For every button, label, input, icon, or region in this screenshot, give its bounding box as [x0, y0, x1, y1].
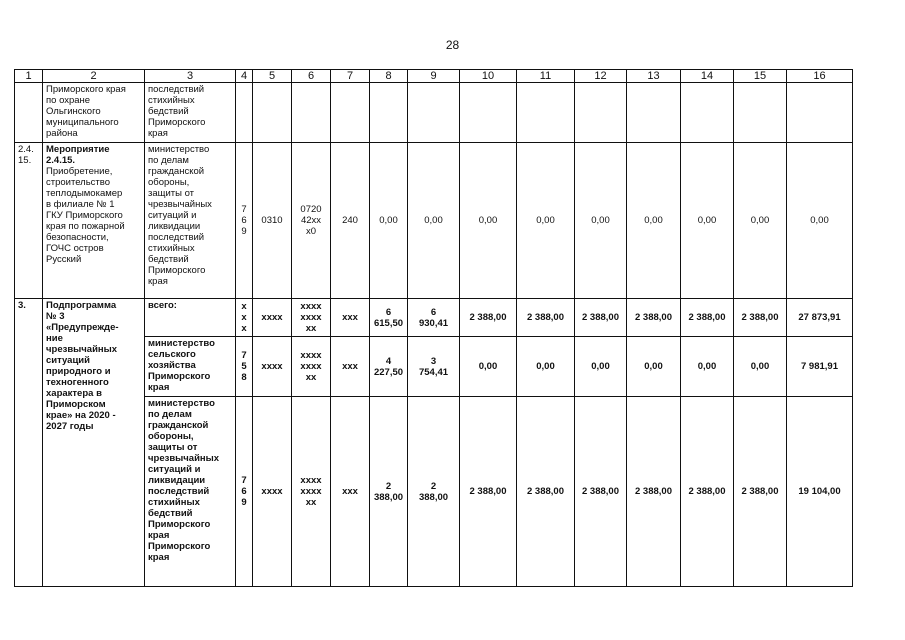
- cell: [517, 83, 575, 143]
- cell: [15, 83, 43, 143]
- csr-code: хххх хххх хх: [292, 337, 331, 397]
- cell: [331, 83, 370, 143]
- measure-name-cell: Приморского края по охране Ольгинского муниципального района: [43, 83, 145, 143]
- column-header: 6: [292, 70, 331, 83]
- grbs-code: 7 6 9: [236, 397, 253, 587]
- value-cell: 2 388,00: [681, 397, 734, 587]
- value-cell: 0,00: [408, 143, 460, 299]
- value-cell: 2 388,00: [681, 299, 734, 337]
- column-header: 12: [575, 70, 627, 83]
- executor-cell: министерство по делам гражданской обороны, защиты от чрезвычайных ситуаций и ликвидации последствий стихийных бедствий Приморского края Приморского края: [145, 397, 236, 587]
- vr-code: ххх: [331, 337, 370, 397]
- cell: [370, 83, 408, 143]
- grbs-code: х х х: [236, 299, 253, 337]
- column-header: 1: [15, 70, 43, 83]
- value-cell: 0,00: [734, 143, 787, 299]
- value-cell: 2 388,00: [627, 299, 681, 337]
- value-cell: 19 104,00: [787, 397, 853, 587]
- cell: [292, 83, 331, 143]
- cell: [734, 83, 787, 143]
- value-cell: 0,00: [575, 143, 627, 299]
- executor-cell: последствий стихийных бедствий Приморского края: [145, 83, 236, 143]
- value-cell: 2 388,00: [734, 299, 787, 337]
- rzpr-code: хххх: [253, 337, 292, 397]
- column-header: 15: [734, 70, 787, 83]
- value-cell: 2 388,00: [370, 397, 408, 587]
- table-row-program3-total: [15, 299, 853, 337]
- value-cell: 2 388,00: [517, 397, 575, 587]
- table-row-measure-2-4-15: [15, 143, 853, 299]
- column-header: 3: [145, 70, 236, 83]
- cell: [787, 83, 853, 143]
- value-cell: 2 388,00: [734, 397, 787, 587]
- page-number: 28: [445, 38, 460, 52]
- cell: [408, 83, 460, 143]
- column-header: 11: [517, 70, 575, 83]
- value-cell: 0,00: [575, 337, 627, 397]
- column-number-row: [15, 70, 853, 83]
- value-cell: 0,00: [787, 143, 853, 299]
- column-header: 10: [460, 70, 517, 83]
- value-cell: 0,00: [681, 143, 734, 299]
- value-cell: 0,00: [460, 143, 517, 299]
- continuation-row: [15, 83, 853, 143]
- column-header: 4: [236, 70, 253, 83]
- budget-table: [14, 69, 853, 587]
- program-title: Подпрограмма № 3 «Предупрежде- ние чрезвычайных ситуаций природного и техногенного характера в Приморском крае» на 2020 - 2027 годы: [43, 299, 145, 587]
- measure-name-cell: [43, 143, 145, 299]
- vr-code: ххх: [331, 397, 370, 587]
- rzpr-code: хххх: [253, 397, 292, 587]
- row-number: 3.: [15, 299, 43, 587]
- csr-code: хххх хххх хх: [292, 299, 331, 337]
- row-number: 2.4. 15.: [15, 143, 43, 299]
- column-header: 2: [43, 70, 145, 83]
- vr-code: 240: [331, 143, 370, 299]
- executor-cell: министерство сельского хозяйства Приморского края: [145, 337, 236, 397]
- executor-cell: министерство по делам гражданской обороны, защиты от чрезвычайных ситуаций и ликвидации последствий стихийных бедствий Приморского края: [145, 143, 236, 299]
- column-header: 8: [370, 70, 408, 83]
- value-cell: 2 388,00: [408, 397, 460, 587]
- cell: [575, 83, 627, 143]
- cell: [460, 83, 517, 143]
- cell: [681, 83, 734, 143]
- value-cell: 6 615,50: [370, 299, 408, 337]
- rzpr-code: 0310: [253, 143, 292, 299]
- value-cell: 0,00: [681, 337, 734, 397]
- value-cell: 2 388,00: [460, 299, 517, 337]
- column-header: 5: [253, 70, 292, 83]
- value-cell: 6 930,41: [408, 299, 460, 337]
- grbs-code: 7 5 8: [236, 337, 253, 397]
- value-cell: 0,00: [517, 143, 575, 299]
- measure-description: Приобретение, строительство теплодымокамер в филиале № 1 ГКУ Приморского края по пожарной безопасности, ГОЧС остров Русский: [46, 166, 125, 265]
- csr-code: 0720 42хх х0: [292, 143, 331, 299]
- cell: [236, 83, 253, 143]
- value-cell: 2 388,00: [575, 299, 627, 337]
- value-cell: 3 754,41: [408, 337, 460, 397]
- value-cell: 0,00: [370, 143, 408, 299]
- value-cell: 2 388,00: [575, 397, 627, 587]
- value-cell: 2 388,00: [460, 397, 517, 587]
- column-header: 14: [681, 70, 734, 83]
- value-cell: 2 388,00: [627, 397, 681, 587]
- value-cell: 0,00: [627, 337, 681, 397]
- value-cell: 0,00: [627, 143, 681, 299]
- total-label: всего:: [145, 299, 236, 337]
- rzpr-code: хххх: [253, 299, 292, 337]
- value-cell: 0,00: [517, 337, 575, 397]
- value-cell: 27 873,91: [787, 299, 853, 337]
- cell: [627, 83, 681, 143]
- measure-title: Мероприятие 2.4.15.: [46, 144, 110, 166]
- column-header: 16: [787, 70, 853, 83]
- value-cell: 0,00: [460, 337, 517, 397]
- value-cell: 7 981,91: [787, 337, 853, 397]
- value-cell: 2 388,00: [517, 299, 575, 337]
- column-header: 9: [408, 70, 460, 83]
- grbs-code: 7 6 9: [236, 143, 253, 299]
- vr-code: ххх: [331, 299, 370, 337]
- csr-code: хххх хххх хх: [292, 397, 331, 587]
- column-header: 7: [331, 70, 370, 83]
- cell: [253, 83, 292, 143]
- column-header: 13: [627, 70, 681, 83]
- value-cell: 4 227,50: [370, 337, 408, 397]
- value-cell: 0,00: [734, 337, 787, 397]
